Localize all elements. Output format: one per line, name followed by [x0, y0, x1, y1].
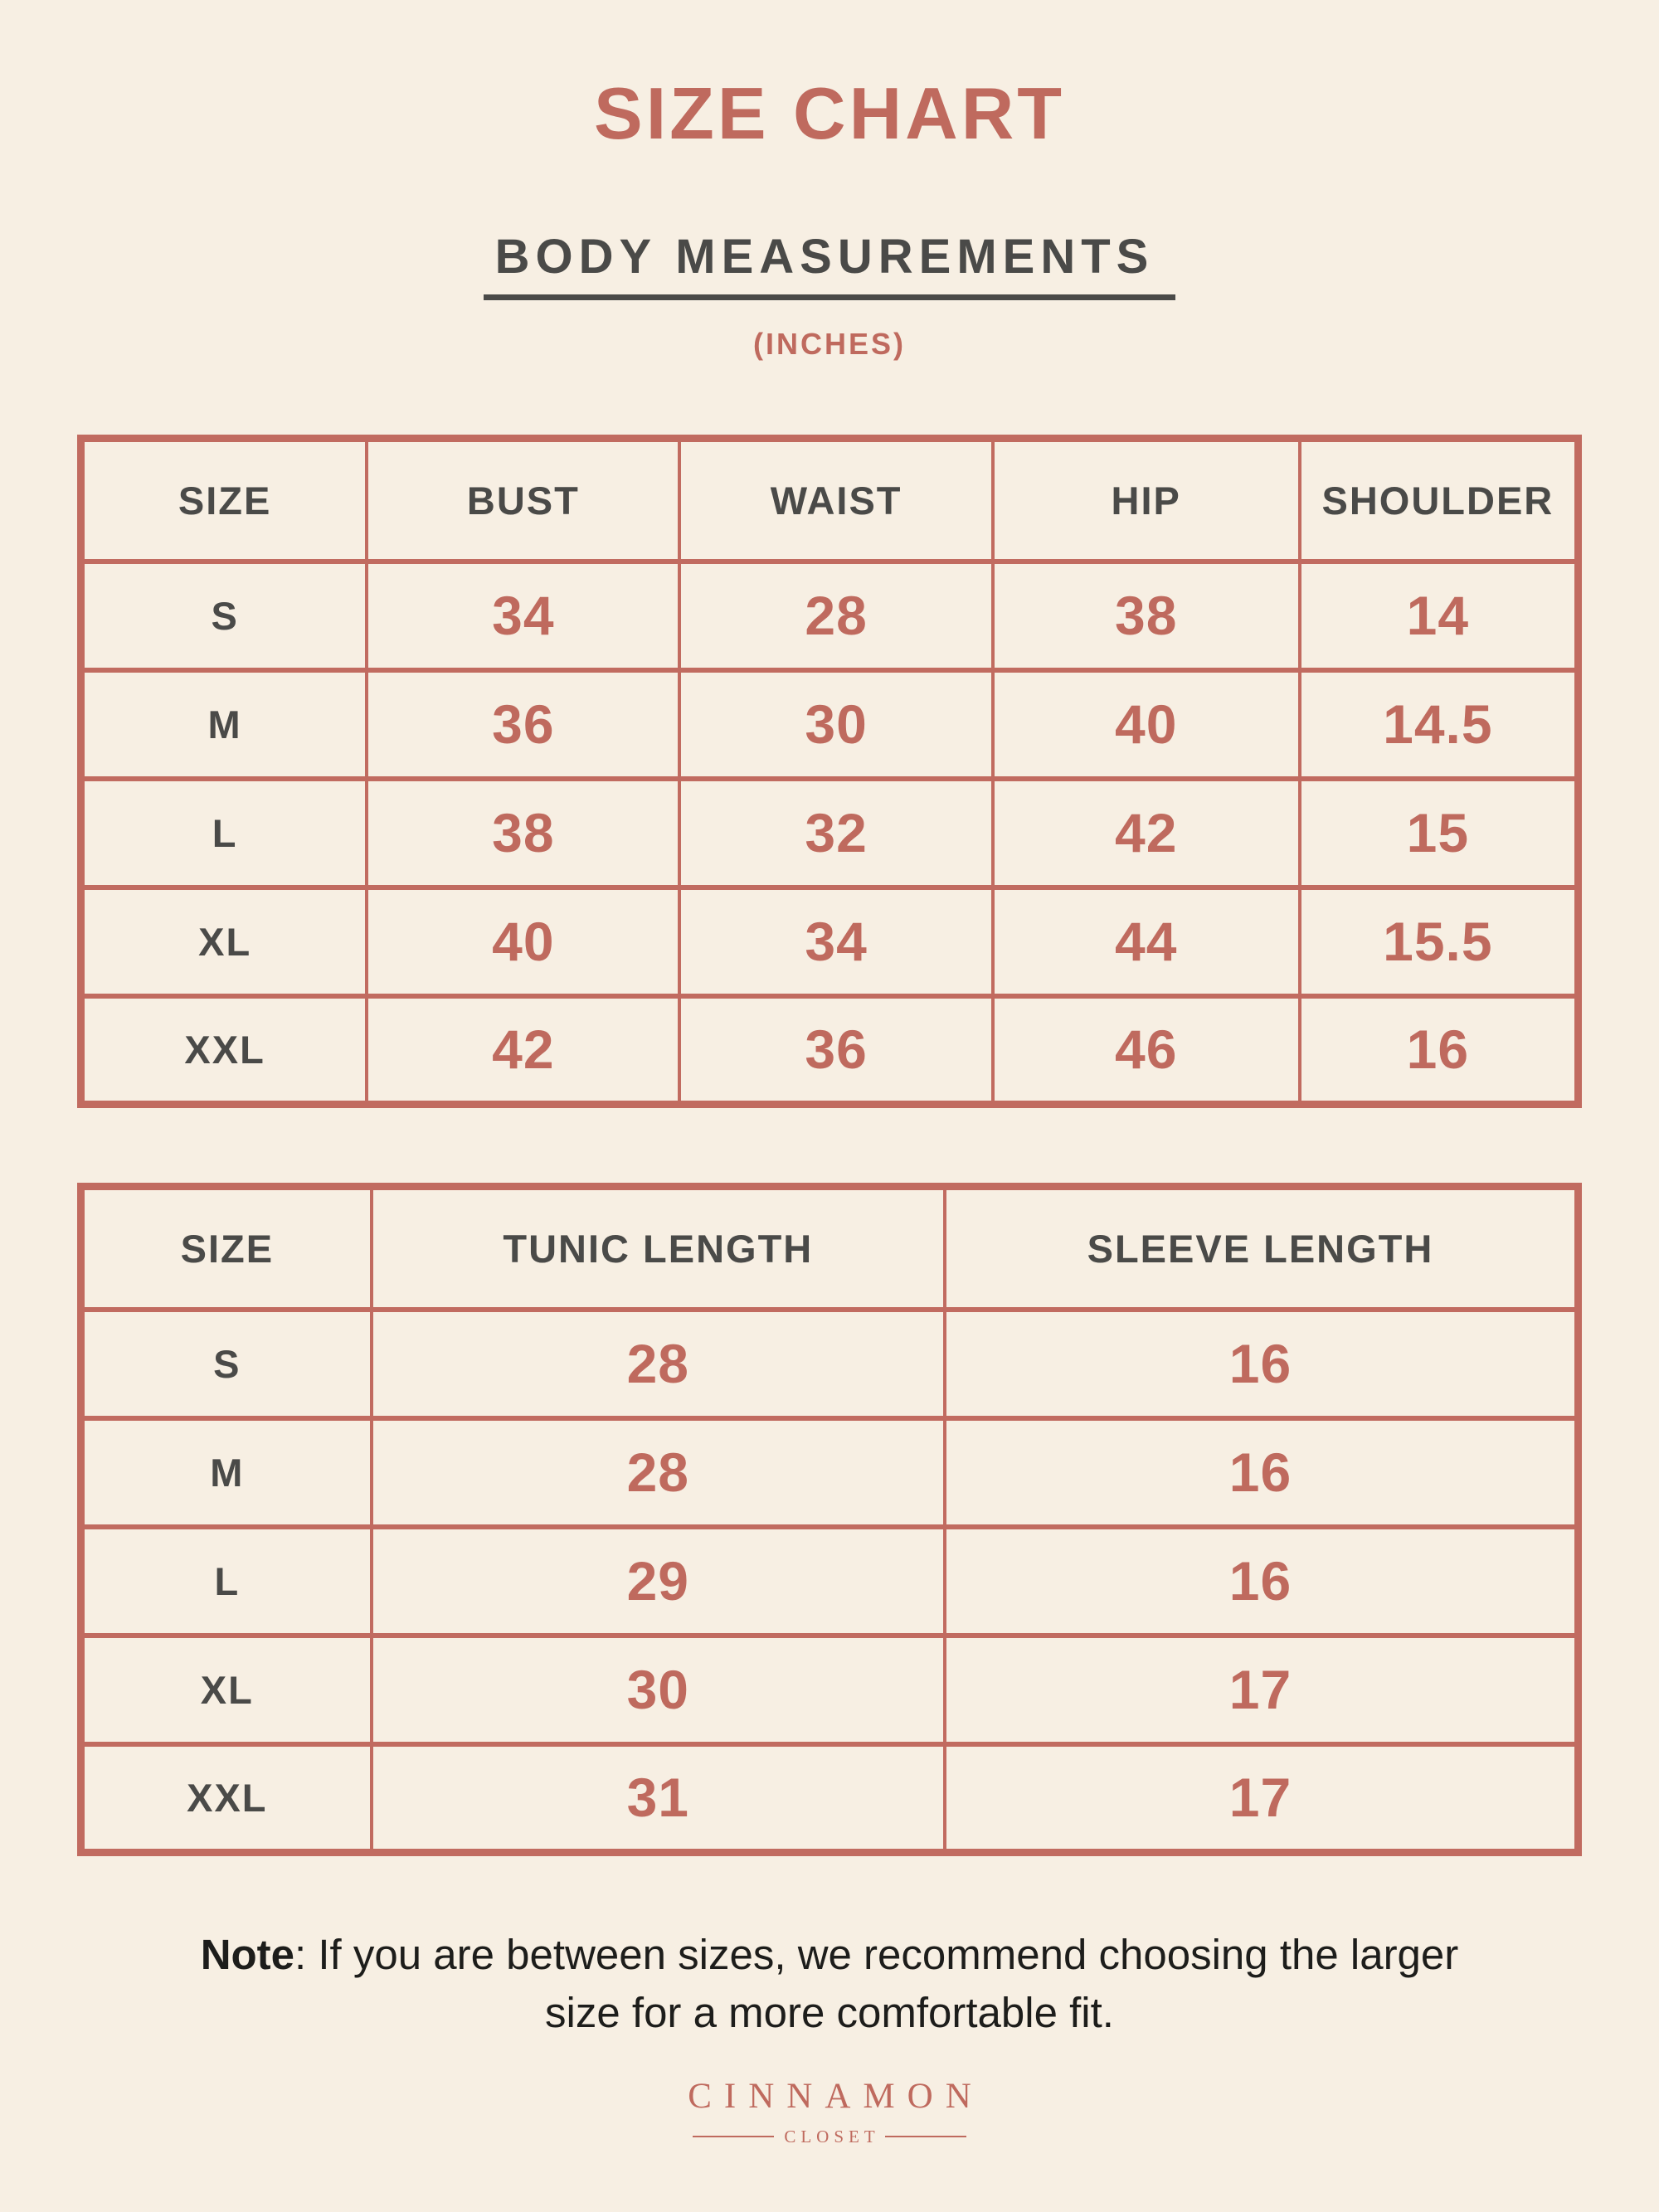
header-row: [81, 439, 1579, 562]
hip-value: 40: [993, 670, 1300, 779]
sizing-note: [41, 1926, 1618, 2043]
tunic-length-value: 29: [372, 1527, 945, 1636]
note-line1: : If you are between sizes, we recommend choosing the larger: [294, 1931, 1459, 1978]
bust-value: 42: [367, 996, 679, 1105]
brand-subname: [0, 2127, 1659, 2147]
tunic-length-value: 30: [372, 1636, 945, 1744]
header-sleeve-length: SLEEVE LENGTH: [945, 1187, 1579, 1310]
body-measurements-table: [77, 435, 1582, 1108]
sleeve-length-value: 16: [945, 1310, 1579, 1418]
table-row: [81, 1636, 1579, 1744]
bust-value: 38: [367, 779, 679, 887]
size-label: XL: [81, 887, 367, 996]
hip-value: 44: [993, 887, 1300, 996]
sleeve-length-value: 16: [945, 1418, 1579, 1527]
shoulder-value: 15.5: [1300, 887, 1579, 996]
brand-name: CINNAMON: [688, 2076, 984, 2116]
header-row: [81, 1187, 1579, 1310]
logo-rule-left: [693, 2136, 774, 2137]
size-label: M: [81, 670, 367, 779]
size-label: XL: [81, 1636, 372, 1744]
header-waist: WAIST: [679, 439, 992, 562]
table-row: [81, 1527, 1579, 1636]
subtitle-wrap: [0, 156, 1659, 300]
header-size: SIZE: [81, 1187, 372, 1310]
header-tunic-length: TUNIC LENGTH: [372, 1187, 945, 1310]
page-title: SIZE CHART: [594, 72, 1065, 154]
shoulder-value: 14.5: [1300, 670, 1579, 779]
waist-value: 36: [679, 996, 992, 1105]
size-label: XXL: [81, 1744, 372, 1853]
bust-value: 34: [367, 562, 679, 670]
note-label: Note: [200, 1931, 295, 1978]
shoulder-value: 15: [1300, 779, 1579, 887]
table-row: [81, 562, 1579, 670]
waist-value: 28: [679, 562, 992, 670]
table-row: [81, 1310, 1579, 1418]
sleeve-length-value: 17: [945, 1744, 1579, 1853]
subtitle: BODY MEASUREMENTS: [484, 229, 1176, 300]
table-row: [81, 996, 1579, 1105]
table-row: [81, 779, 1579, 887]
header-bust: BUST: [367, 439, 679, 562]
tunic-length-value: 31: [372, 1744, 945, 1853]
waist-value: 34: [679, 887, 992, 996]
waist-value: 32: [679, 779, 992, 887]
bust-value: 40: [367, 887, 679, 996]
brand-logo: [0, 2076, 1659, 2147]
body-table-header: [81, 439, 1579, 562]
sleeve-length-value: 16: [945, 1527, 1579, 1636]
note-line2: size for a more comfortable fit.: [545, 1989, 1114, 2037]
length-measurements-table: [77, 1183, 1582, 1856]
size-label: S: [81, 562, 367, 670]
header-hip: HIP: [993, 439, 1300, 562]
sleeve-length-value: 17: [945, 1636, 1579, 1744]
brand-subname-text: CLOSET: [784, 2126, 880, 2146]
waist-value: 30: [679, 670, 992, 779]
hip-value: 38: [993, 562, 1300, 670]
size-label: XXL: [81, 996, 367, 1105]
table-row: [81, 1744, 1579, 1853]
table-row: [81, 887, 1579, 996]
bust-value: 36: [367, 670, 679, 779]
header-size: SIZE: [81, 439, 367, 562]
length-table-header: [81, 1187, 1579, 1310]
tunic-length-value: 28: [372, 1418, 945, 1527]
size-label: L: [81, 1527, 372, 1636]
tunic-length-value: 28: [372, 1310, 945, 1418]
header-shoulder: SHOULDER: [1300, 439, 1579, 562]
logo-rule-right: [885, 2136, 966, 2137]
table-row: [81, 670, 1579, 779]
shoulder-value: 14: [1300, 562, 1579, 670]
hip-value: 46: [993, 996, 1300, 1105]
size-label: L: [81, 779, 367, 887]
shoulder-value: 16: [1300, 996, 1579, 1105]
size-label: S: [81, 1310, 372, 1418]
size-label: M: [81, 1418, 372, 1527]
unit-label: (INCHES): [753, 327, 906, 361]
hip-value: 42: [993, 779, 1300, 887]
table-row: [81, 1418, 1579, 1527]
